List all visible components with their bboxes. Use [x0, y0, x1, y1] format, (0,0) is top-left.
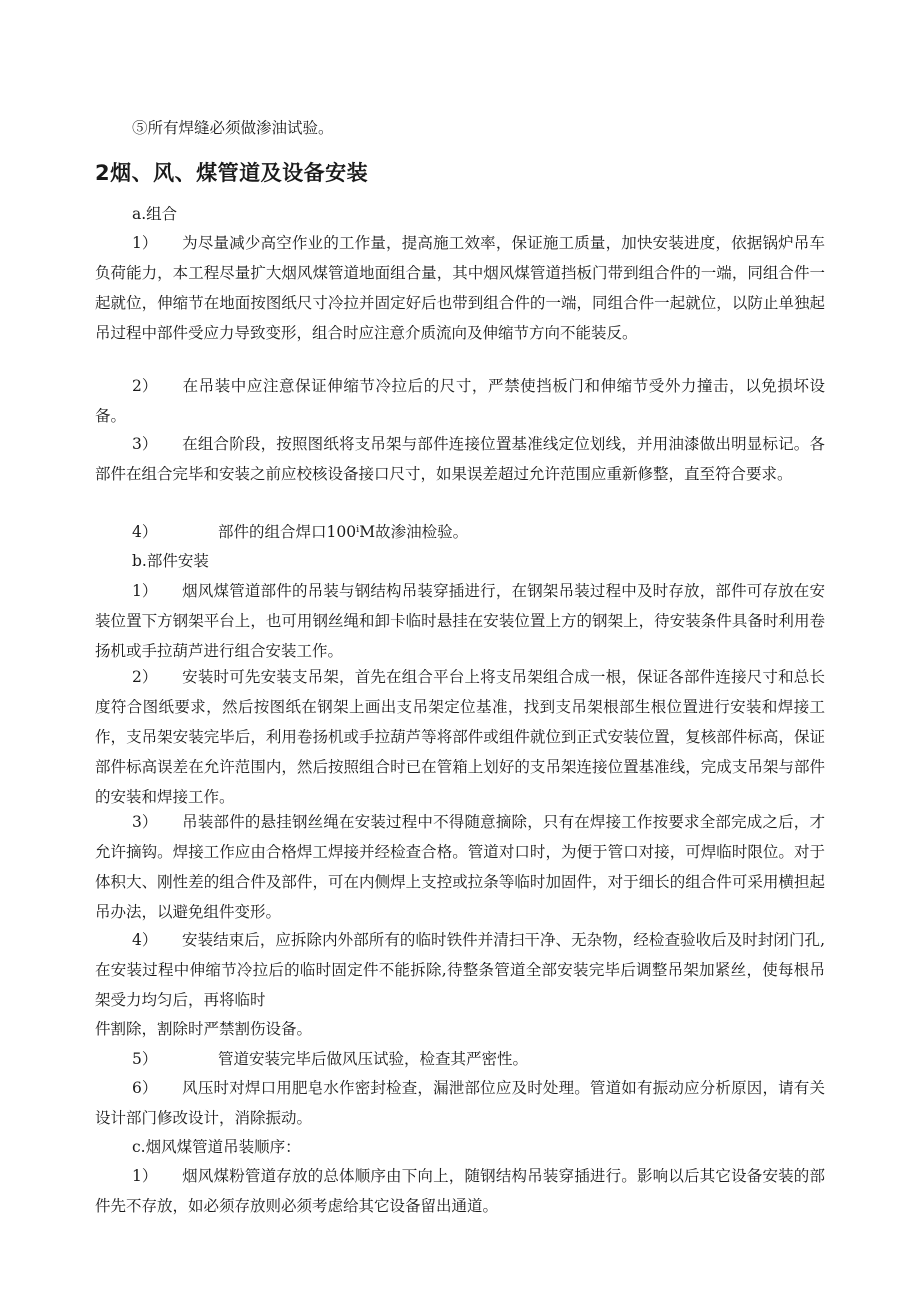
b-item-5-num: 5） — [132, 1050, 158, 1068]
a-item-3 — [95, 429, 825, 489]
b-item-6-text: 风压时对焊口用肥皂水作密封检查，漏泄部位应及时处理。管道如有振动应分析原因，请有关设计部门修改设计，消除振动。 — [95, 1079, 825, 1127]
b-item-5 — [95, 1044, 825, 1074]
subsection-b-title: b.部件安装 — [132, 552, 209, 570]
a-item-2-text: 在吊装中应注意保证伸缩节冷拉后的尺寸，严禁使挡板门和伸缩节受外力撞击，以免损坏设备。 — [95, 377, 825, 425]
b-item-4 — [95, 925, 825, 1015]
c-item-1-num: 1） — [132, 1167, 158, 1185]
b-item-4-num: 4） — [132, 931, 158, 949]
b-item-1-num: 1） — [132, 582, 158, 600]
b-item-1-text: 烟风煤管道部件的吊装与钢结构吊装穿插进行，在钢架吊装过程中及时存放，部件可存放在安装位置下方钢架平台上，也可用钢丝绳和卸卡临时悬挂在安装位置上方的钢架上，待安装条件具备时利用卷扬机或手拉葫芦进行组合安装工作。 — [95, 582, 825, 660]
a-item-2-num: 2） — [132, 377, 158, 395]
b-item-1 — [95, 576, 825, 666]
c-item-1-text: 烟风煤粉管道存放的总体顺序由下向上，随钢结构吊装穿插进行。影响以后其它设备安装的部件先不存放，如必须存放则必须考虑给其它设备留出通道。 — [95, 1167, 825, 1215]
b-item-3 — [95, 807, 825, 927]
a-item-1 — [95, 228, 825, 348]
a-item-1-num: 1） — [132, 234, 158, 252]
a-item-4 — [95, 517, 825, 547]
b-item-2-num: 2） — [132, 668, 158, 686]
a-item-3-text: 在组合阶段，按照图纸将支吊架与部件连接位置基准线定位划线，并用油漆做出明显标记。各部件在组合完毕和安装之前应校核设备接口尺寸，如果误差超过允许范围应重新修整，直至符合要求。 — [95, 435, 825, 483]
b-item-3-text: 吊装部件的悬挂钢丝绳在安装过程中不得随意摘除，只有在焊接工作按要求全部完成之后，才允许摘钩。焊接工作应由合格焊工焊接并经检查合格。管道对口时，为便于管口对接，可焊临时限位。对于体积大、刚性差的组合件及部件，可在内侧焊上支控或拉条等临时加固件，对于细长的组合件可采用横担起吊办法，以避免组件变形。 — [95, 813, 825, 921]
a-item-2 — [95, 371, 825, 431]
b-item-2-text: 安装时可先安装支吊架，首先在组合平台上将支吊架组合成一根，保证各部件连接尺寸和总长度符合图纸要求，然后按图纸在钢架上画出支吊架定位基准，找到支吊架根部生根位置进行安装和焊接工作，支吊架安装完毕后，利用卷扬机或手拉葫芦等将部件或组件就位到正式安装位置，复核部件标高，保证部件标高误差在允许范围内，然后按照组合时已在管箱上划好的支吊架连接位置基准线，完成支吊架与部件的安装和焊接工作。 — [95, 668, 825, 806]
a-item-3-num: 3） — [132, 435, 158, 453]
b-item-3-num: 3） — [132, 813, 158, 831]
b-item-2 — [95, 662, 825, 812]
b-item-4-text: 安装结束后，应拆除内外部所有的临时铁件并清扫干净、无杂物，经检查验收后及时封闭门孔,在安装过程中伸缩节冷拉后的临时固定件不能拆除,待整条管道全部安装完毕后调整吊架加紧丝，使每根吊架受力均匀后，再将临时 — [95, 931, 825, 1009]
c-item-1 — [95, 1161, 825, 1221]
intro-line: ⑤所有焊缝必须做渗油试验。 — [132, 119, 334, 137]
b-item-4-continuation-text: 件割除，割除时严禁割伤设备。 — [95, 1020, 313, 1038]
section-heading: 2烟、风、煤管道及设备安装 — [95, 161, 369, 185]
b-item-5-text: 管道安装完毕后做风压试验，检查其严密性。 — [218, 1050, 529, 1068]
a-item-4-text: 部件的组合焊口100ⁱM故渗油检验。 — [218, 523, 469, 541]
a-item-4-num: 4） — [132, 523, 158, 541]
subsection-c-title: c.烟风煤管道吊装顺序： — [132, 1138, 301, 1156]
b-item-4-continuation — [95, 1014, 825, 1044]
a-item-1-text: 为尽量减少高空作业的工作量，提高施工效率，保证施工质量，加快安装进度，依据锅炉吊车负荷能力，本工程尽量扩大烟风煤管道地面组合量，其中烟风煤管道挡板门带到组合件的一端，同组合件一起就位，伸缩节在地面按图纸尺寸冷拉并固定好后也带到组合件的一端，同组合件一起就位，以防止单独起吊过程中部件受应力导致变形，组合时应注意介质流向及伸缩节方向不能装反。 — [95, 234, 825, 342]
b-item-6-num: 6） — [132, 1079, 158, 1097]
subsection-a-title: a.组合 — [132, 205, 178, 223]
b-item-6 — [95, 1073, 825, 1133]
